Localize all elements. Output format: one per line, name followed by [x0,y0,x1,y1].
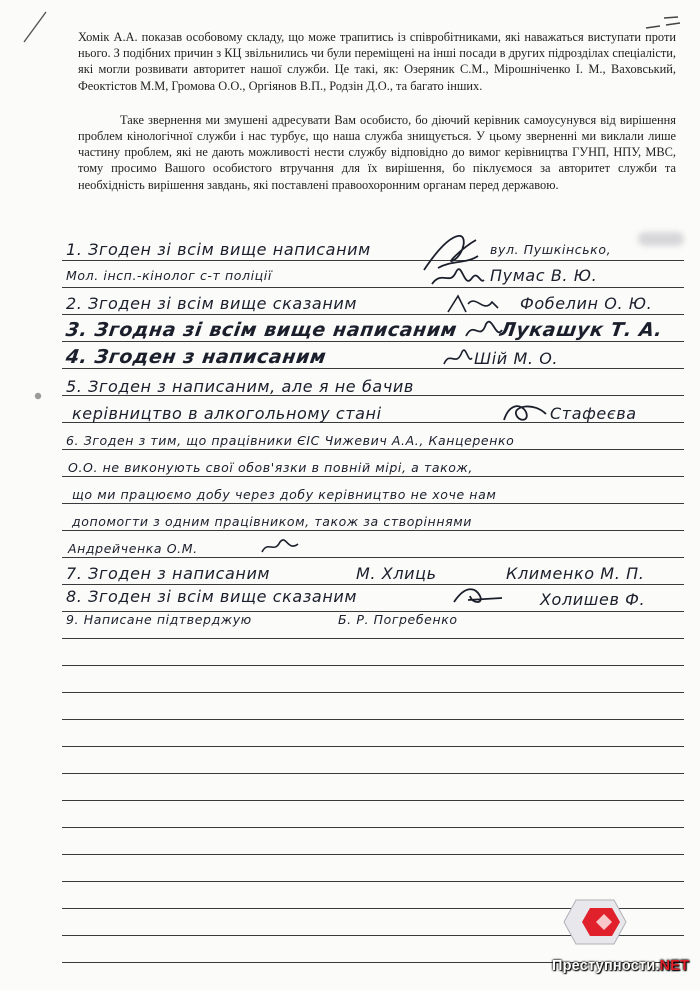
handwritten-line-2: Мол. інсп.-кінолог с-т поліції [66,268,272,283]
signature-3 [444,290,500,318]
ruled-line [62,827,684,828]
signature-5 [440,346,474,370]
handwritten-line-13-signature: Клименко М. П. [506,564,645,583]
ruled-line [62,530,684,531]
handwritten-line-8: 6. Згоден з тим, що працівники ЄІС Чижевич А.А., Канцеренко [66,433,515,448]
ruled-line [62,746,684,747]
ruled-line [62,260,684,261]
handwritten-line-4-name: Лукашук Т. А. [498,319,665,341]
ruled-line [62,881,684,882]
corner-pen-stroke [20,8,50,46]
signature-2 [428,262,486,292]
ruled-line [62,584,684,585]
handwritten-line-13-name: М. Хлиць [356,564,437,583]
site-tld: NET [659,958,690,974]
handwritten-line-15-name: Б. Р. Погребенко [338,612,458,627]
ruled-line [62,557,684,558]
handwritten-line-1: 1. Згоден зі всім вище написаним [66,240,371,259]
ruled-line [62,341,684,342]
ruled-line [62,854,684,855]
typed-paragraph-2: Таке звернення ми змушені адресувати Вам особисто, бо діючий керівник самоусунувся від вирішення проблем кінологічної служби і нас турбує, що наша служба знищується. У цьому зверненні ми виклали лише частину проблем, які не дають можливості нести службу відповідно до вимог керівництва ГУНП, НПУ, МВС, тому просимо Вашого особистого втручання для їх вирішення, бо піклуємося за авторитет служби та необхідність вирішення завдань, які поставлені правоохоронним органам перед державою. [78,112,676,192]
signature-7 [258,534,302,558]
handwritten-line-11: допомогти з одним працівником, також за створіннями [72,514,472,529]
handwritten-line-10: що ми працюємо добу через добу керівництво не хоче нам [72,487,497,502]
handwritten-line-5: 4. Згоден з написаним [64,346,328,368]
ruled-line [62,773,684,774]
signature-6 [500,400,550,426]
ruled-line [62,800,684,801]
ruled-line [62,719,684,720]
site-watermark-text [552,958,689,974]
handwritten-line-12: Андрейченка О.М. [68,541,198,556]
ruled-line [62,368,684,369]
handwritten-line-2-name: Пумас В. Ю. [490,266,598,285]
ruled-line [62,449,684,450]
handwritten-line-14-name: Холишев Ф. [540,590,646,609]
hole-punch-dot [32,390,44,402]
typed-paragraph-1: Хомік А.А. показав особовому складу, що може трапитись із співробітниками, які наважаться виступати проти нього. З подібних причин з КЦ звільнились чи були переміщені на інші посади в других підрозділах спеціалісти, які могли розвивати авторитет нашої служби. Це такі, як: Озеряник С.М., Мірошніченко І. М., Ваховський, Феоктістов М.М, Громова О.О., Оргіянов В.П., Родзін Д.О., та багато інших. [78,30,676,93]
handwritten-line-4: 3. Згодна зі всім вище написаним [64,319,459,341]
handwritten-line-3: 2. Згоден зі всім вище сказаним [66,294,358,313]
site-name: Преступности. [552,958,660,974]
handwritten-line-1-note: вул. Пушкінсько, [490,242,612,257]
handwritten-line-15: 9. Написане підтверджую [66,612,252,627]
ruled-line [62,665,684,666]
signature-4 [462,316,506,344]
redacted-blur [638,232,684,246]
typed-text-block [78,29,676,193]
ruled-line [62,638,684,639]
handwritten-line-5-name: Шій М. О. [474,349,559,368]
handwritten-line-13: 7. Згоден з написаним [66,564,271,583]
handwritten-line-9: О.О. не виконують свої обов'язки в повній мірі, а також, [68,460,473,475]
ruled-line [62,287,684,288]
ruled-line [62,314,684,315]
handwritten-line-6: 5. Згоден з написаним, але я не бачив [66,377,414,396]
ruled-line [62,476,684,477]
ruled-line [62,503,684,504]
signature-8 [450,580,504,608]
handwritten-line-14: 8. Згоден зі всім вище сказаним [66,587,358,606]
handwritten-line-3-name: Фобелин О. Ю. [520,294,653,313]
handwritten-line-7: керівництво в алкогольному стані [72,404,382,423]
handwritten-line-7-name: Стафеєва [550,404,637,423]
ruled-line [62,692,684,693]
